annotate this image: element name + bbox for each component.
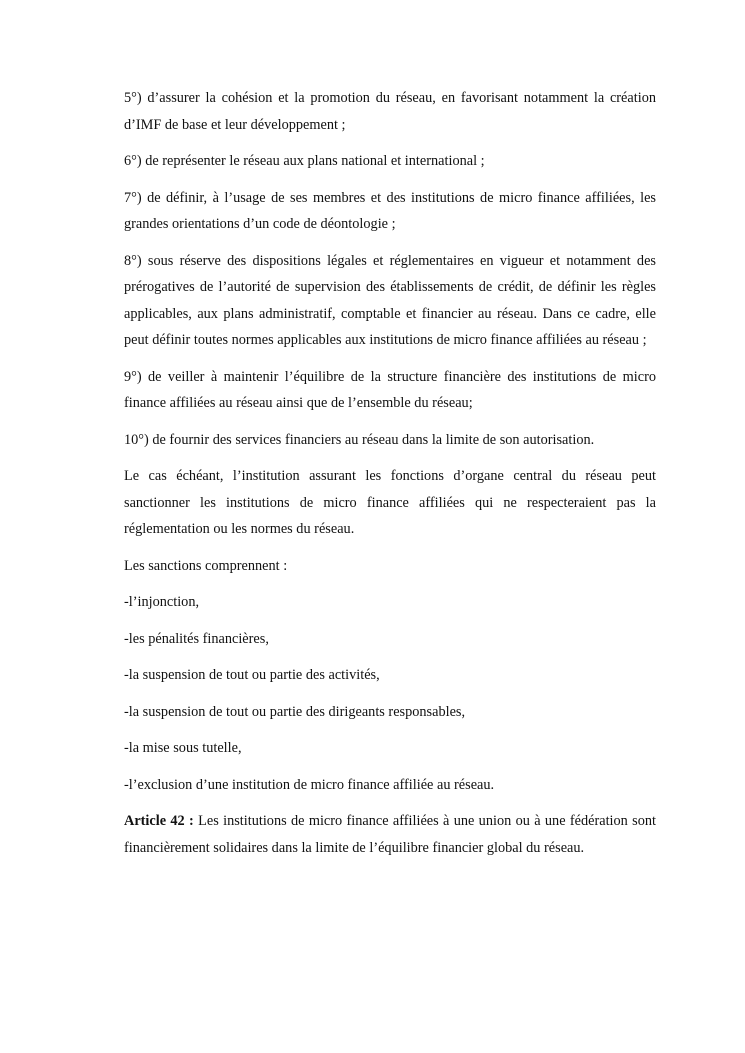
- sanction-list-item: -l’injonction,: [124, 594, 200, 610]
- sanction-list-item: -les pénalités financières,: [124, 630, 269, 647]
- paragraph-item-9: 9°) de veiller à maintenir l’équilibre de la structure financière des institutions de micro finance affiliées au réseau ainsi que de l’ensemble du réseau;: [124, 368, 656, 411]
- article-42-paragraph: [124, 808, 656, 861]
- sanction-list-item: -la suspension de tout ou partie des activités,: [124, 667, 380, 683]
- paragraph-item-7: 7°) de définir, à l’usage de ses membres et des institutions de micro finance affiliées, les grandes orientations d’un code de déontologie ;: [124, 189, 656, 232]
- sanction-list-item: -la mise sous tutelle,: [124, 740, 242, 756]
- sanction-list-item: -la suspension de tout ou partie des dirigeants responsables,: [124, 703, 466, 720]
- document-page: [124, 85, 656, 871]
- paragraph-item-8: 8°) sous réserve des dispositions légales et réglementaires en vigueur et notamment des prérogatives de l’autorité de supervision des établissements de crédit, de définir les règles applicables, aux plans administratif, comptable et financier au réseau. Dans ce cadre, elle peut définir toutes normes applicables aux institutions de micro finance affiliées au réseau ;: [124, 252, 656, 348]
- sanction-list-item: -l’exclusion d’une institution de micro finance affiliée au réseau.: [124, 776, 495, 793]
- sanction-authority-paragraph: Le cas échéant, l’institution assurant les fonctions d’organe central du réseau peut sanctionner les institutions de micro finance affiliées qui ne respecteraient pas la réglementation ou les normes du réseau.: [124, 468, 656, 537]
- article-text: Les institutions de micro finance affiliées à une union ou à une fédération sont financièrement solidaires dans la limite de l’équilibre financier global du réseau.: [124, 813, 656, 856]
- paragraph-item-5: 5°) d’assurer la cohésion et la promotion du réseau, en favorisant notamment la création d’IMF de base et leur développement ;: [124, 90, 656, 133]
- paragraph-item-10: 10°) de fournir des services financiers au réseau dans la limite de son autorisation.: [124, 431, 595, 448]
- article-label: Article 42 :: [124, 813, 194, 829]
- sanctions-intro: Les sanctions comprennent :: [124, 557, 288, 574]
- paragraph-item-6: 6°) de représenter le réseau aux plans national et international ;: [124, 153, 485, 169]
